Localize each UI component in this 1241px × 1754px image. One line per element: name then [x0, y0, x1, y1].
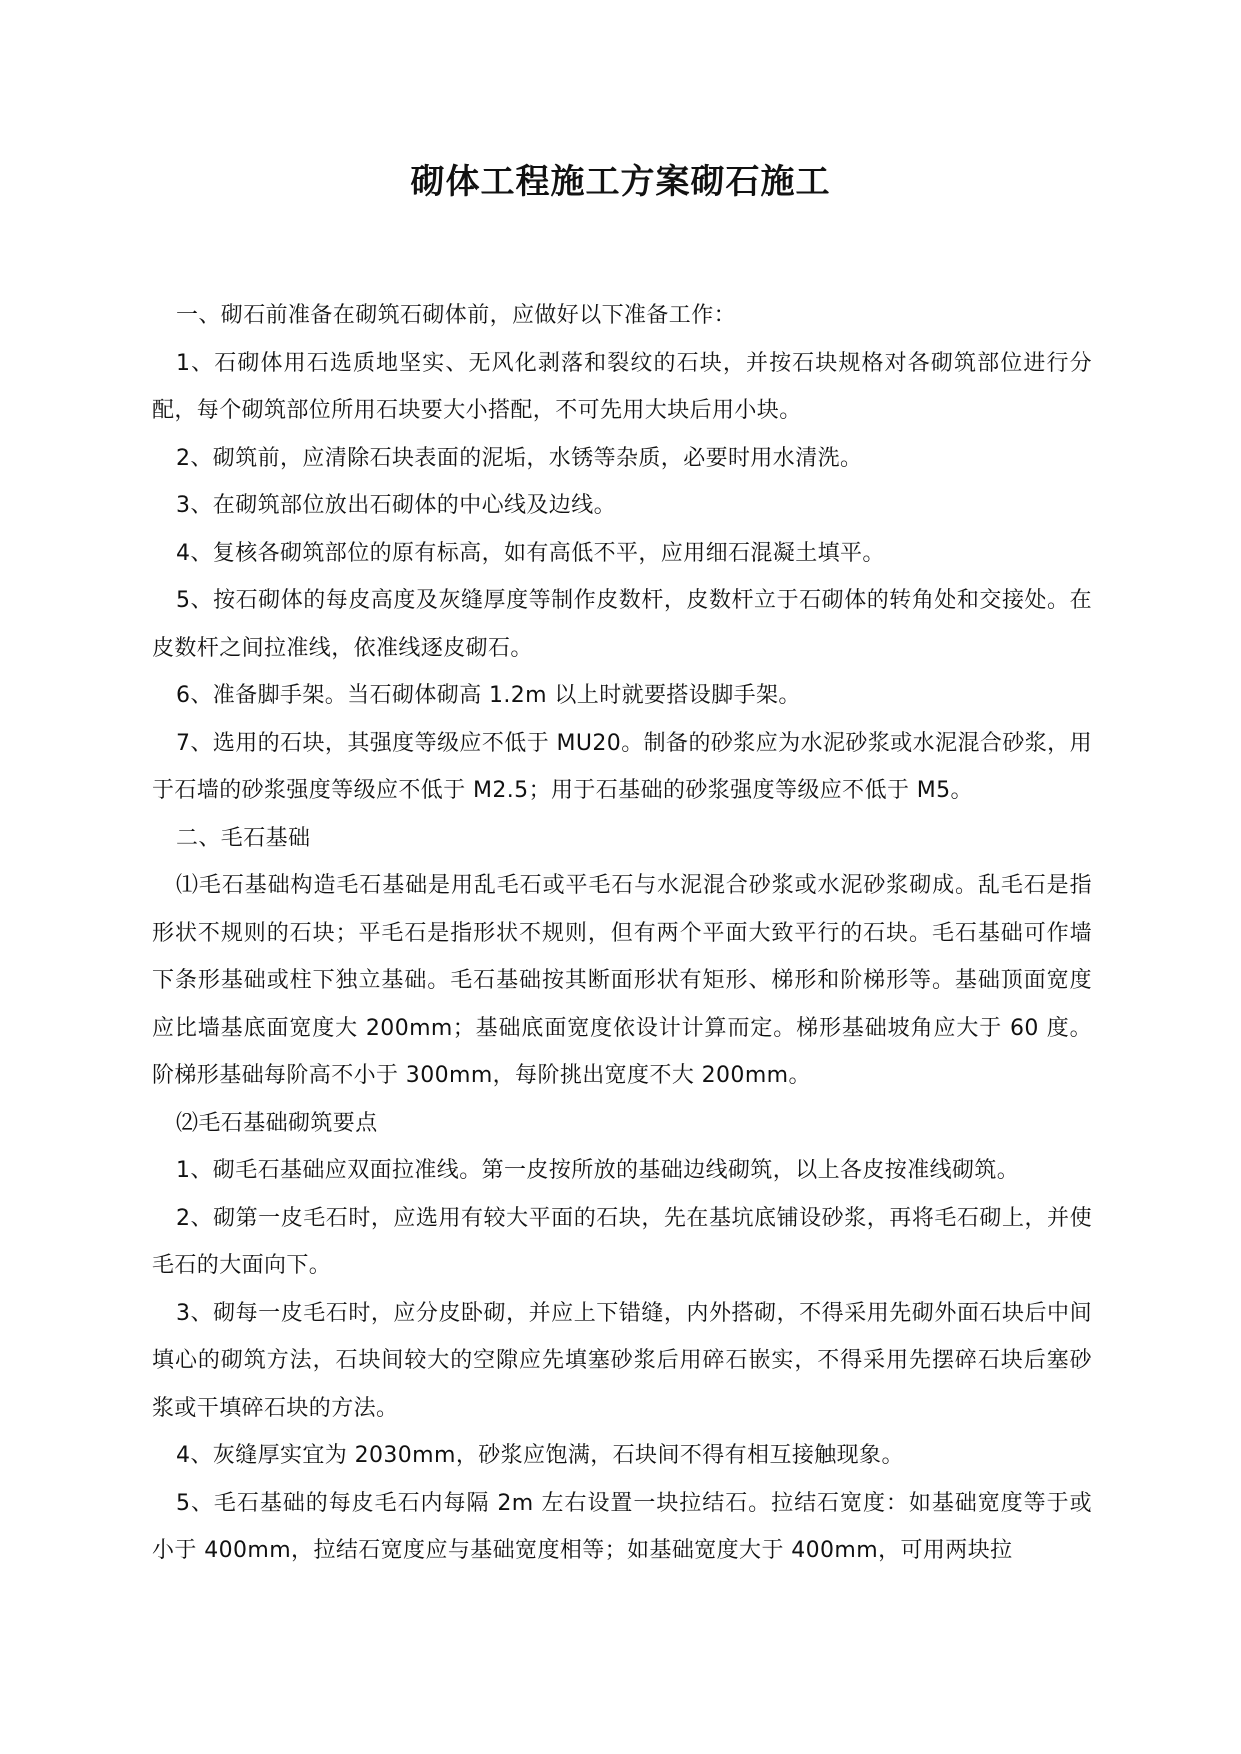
paragraph-item-4: 4、复核各砌筑部位的原有标高，如有高低不平，应用细石混凝土填平。 [176, 540, 885, 566]
paragraph-point-3: 3、砌每一皮毛石时，应分皮卧砌，并应上下错缝，内外搭砌，不得采用先砌外面石块后中间填心的砌筑方法，石块间较大的空隙应先填塞砂浆后用碎石嵌实，不得采用先摆碎石块后塞砂浆或干填碎石块的方法。 [152, 1300, 1092, 1421]
document-title: 砌体工程施工方案砌石施工 [410, 162, 831, 202]
paragraph-item-6: 6、准备脚手架。当石砌体砌高 1.2m 以上时就要搭设脚手架。 [176, 683, 801, 708]
document-body [152, 292, 1092, 1575]
paragraph-point-4: 4、灰缝厚实宜为 2030mm，砂浆应饱满，石块间不得有相互接触现象。 [176, 1443, 904, 1468]
paragraph-point-5: 5、毛石基础的每皮毛石内每隔 2m 左右设置一块拉结石。拉结石宽度：如基础宽度等于或小于 400mm，拉结石宽度应与基础宽度相等；如基础宽度大于 400mm，可用两块拉 [152, 1490, 1092, 1563]
paragraph-item-1: 1、石砌体用石选质地坚实、无风化剥落和裂纹的石块，并按石块规格对各砌筑部位进行分配，每个砌筑部位所用石块要大小搭配，不可先用大块后用小块。 [152, 350, 1092, 423]
paragraph-item-3: 3、在砌筑部位放出石砌体的中心线及边线。 [176, 493, 616, 518]
paragraph-item-2: 2、砌筑前，应清除石块表面的泥垢，水锈等杂质，必要时用水清洗。 [176, 445, 863, 471]
paragraph-item-7: 7、选用的石块，其强度等级应不低于 MU20。制备的砂浆应为水泥砂浆或水泥混合砂浆，用于石墙的砂浆强度等级应不低于 M2.5；用于石基础的砂浆强度等级应不低于 M5。 [152, 730, 1092, 803]
section-heading-preparation: 一、砌石前准备在砌筑石砌体前，应做好以下准备工作： [176, 303, 737, 328]
section-heading-rubble-foundation: 二、毛石基础 [176, 825, 311, 851]
paragraph-item-5: 5、按石砌体的每皮高度及灰缝厚度等制作皮数杆，皮数杆立于石砌体的转角处和交接处。在皮数杆之间拉准线，依准线逐皮砌石。 [152, 588, 1092, 661]
paragraph-point-1: 1、砌毛石基础应双面拉准线。第一皮按所放的基础边线砌筑，以上各皮按准线砌筑。 [176, 1158, 1020, 1183]
subheading-masonry-points: ⑵毛石基础砌筑要点 [176, 1110, 378, 1136]
paragraph-rubble-structure: ⑴毛石基础构造毛石基础是用乱毛石或平毛石与水泥混合砂浆或水泥砂浆砌成。乱毛石是指形状不规则的石块；平毛石是指形状不规则，但有两个平面大致平行的石块。毛石基础可作墙下条形基础或柱下独立基础。毛石基础按其断面形状有矩形、梯形和阶梯形等。基础顶面宽度应比墙基底面宽度大 200mm；基础底面宽度依设计计算而定。梯形基础坡角应大于 60 度。阶梯形基础每阶高不小于 300mm，每阶挑出宽度不大 200mm。 [152, 873, 1092, 1088]
paragraph-point-2: 2、砌第一皮毛石时，应选用有较大平面的石块，先在基坑底铺设砂浆，再将毛石砌上，并使毛石的大面向下。 [152, 1205, 1092, 1278]
